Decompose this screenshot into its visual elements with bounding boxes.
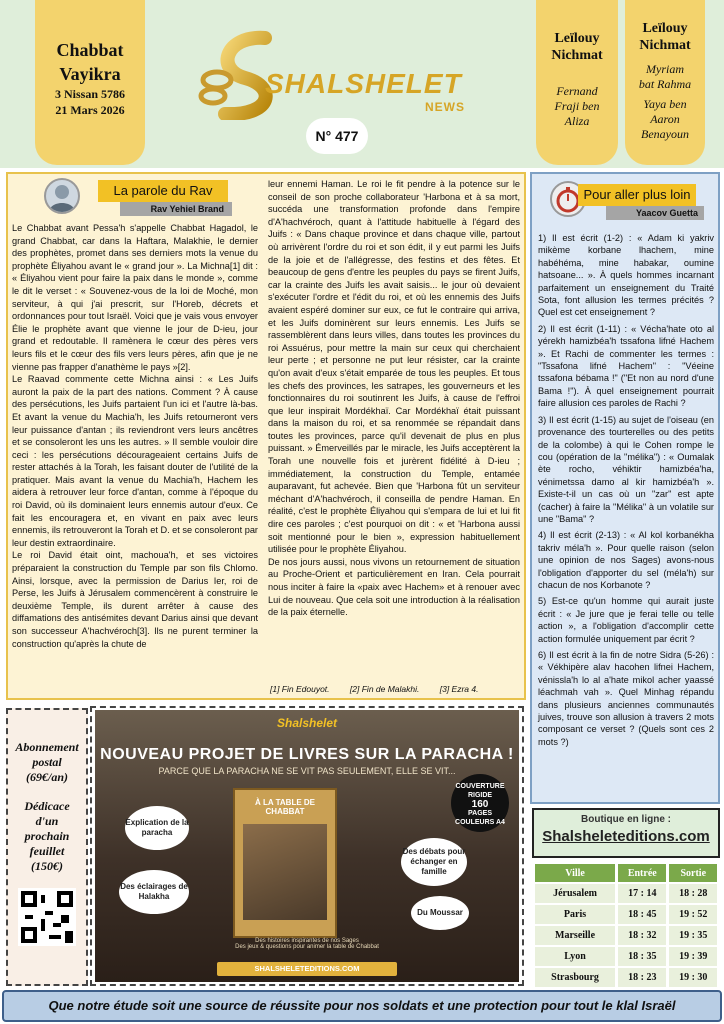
table-header-row [535,864,717,882]
dedication-text: Dédicace [24,799,70,813]
paragraph: Le Raavad commente cette Michna ainsi : « Les Juifs auront la paix de la part des nations. Comment ? À cause des persécutions, les Juifs partaient l'un ici et l'autre là-bas. Et avant la venue du Machia'h, les Juifs retourneront vers leur puissance d'antan ; ils reviendront vers leurs ancêtres et se consoleront les uns les autres. » Il semble vouloir dire ceci : les persécutions décourageaient certains Juifs de rester attachés à la Torah, les faisant douter de l'utilité de la pratiquer. Mais avant la venue du Machia'h, Hachem les aidera à retrouver leur force d'antan, comme à l'époque du roi David, où ils dominaient leurs ennemis autour d'eux. Ce fait les encouragera et, en vivant en paix avec leurs ennemis, ils retrouveront la Torah et D. et se consoleront par leur destin extraordinaire. [12,374,258,548]
name-line: Yaya ben [643,97,687,111]
paracha-section-title: Pour aller plus loin [578,184,696,206]
footer-banner: Que notre étude soit une source de réussite pour nos soldats et une protection pour tout le klal Israël [2,990,722,1022]
paragraph: leur ennemi Haman. Le roi le fit pendre à la potence sur le conseil de son proche collaborateur 'Harbona et à sa mort, succéda une transformation profonde dans l'empire d'A'hachvéroch, quant à l'attitude habituelle à l'égard des Juifs : « Dans chaque province et dans chaque ville, partout où arrivèrent l'ordre du roi et son édit, il y eut parmi les Juifs de la joie et de l'allégresse, des festins et des fêtes. Et beaucoup de gens d'entre les peuples du pays se firent Juifs, car la crainte des Juifs les avait saisis... le jour où devaient s'exécuter l'ordre et l'édit du roi, et où les ennemis des Juifs avaient espéré dominer sur eux, ce fut le contraire qui arriva, et les Juifs dominèrent sur leurs ennemis. Les Juifs se rassemblèrent dans leurs villes, dans toutes les provinces du roi Assuérus, pour mettre la main sur ceux qui cherchaient leur perte ; et personne ne put leur résister, car la crainte qu'on avait d'eux s'était emparée de tous les peuples. Et tous les chefs des provinces, les satrapes, les gouverneurs et les fonctionnaires du roi soutinrent les Juifs, à cause de l'effroi que leur inspirait Mordékhaï. Car Mordékhaï était puissant dans la maison du roi, et sa renommée se répandait dans toutes les provinces, parce qu'il devenait de plus en plus puissant. » Émerveillés par le miracle, les Juifs acceptèrent la Torah une nouvelle fois et jurèrent fidélité à D-ieu ; immédiatement, la construction du Temple, entamée auparavant, fut achevée. Bien que 'Harbona fût un serviteur méchant d'A'hachvéroch, il conseilla de pendre Haman. En réalité, c'est le prophète Éliyahou qui s'empara de lui et lui fit dire ces paroles ; c'est pourquoi on dit : « et 'Harbona aussi soit mentionné pour le bien », expression habituellement utilisée pour le prophète Éliyahou. [268,179,520,555]
question-item: 4) Il est écrit (2-13) : « Al kol korbanékha takriv méla'h ». Pour quelle raison (selon une opinion de nos Sages) avons-nous l'obligation d'apporter du sel (méla'h) sur chacun de nos Korbanote ? [538,530,714,590]
rav-avatar [44,178,80,214]
ad-foot-line: Des jeux & questions pour animer la table de Chabbat [235,944,379,950]
subscription-text: postal [32,755,62,769]
civil-date: 21 Mars 2026 [55,103,125,117]
question-item: 6) Il est écrit à la fin de notre Sidra (5-26) : « Vékhipère alav hacohen lifnei Hachem, vénissla'h lo al a'hate mikol acher yaassé léachmah vah ». Quel Minhag répandu dans plusieurs anciennes communautés juives, trouve son allusion à travers 2 mots composant ce verset ? (Quels sont ces 2 mots ?) [538,650,714,747]
rav-author: Rav Yehiel Brand [120,202,232,216]
paragraph: De nos jours aussi, nous vivons un retournement de situation au Proche-Orient et particulièrement en Iran. Cela pourrait nous inciter à faire la «paix avec Hachem» et à renouer avec Lui de nouveau. Que cela soit une introduction à la réalisation de la paix éternelle. [268,556,520,618]
paracha-author: Yaacov Guetta [606,206,704,220]
col-entree: Entrée [618,864,666,882]
name-line: Fernand [556,84,598,98]
dedication-text: prochain [24,829,70,843]
qr-code-icon[interactable] [18,888,76,946]
dedication-text: feuillet [29,844,65,858]
questions-list [538,232,714,752]
ad-foot-line: Des histoires inspirantes de nos Sages [255,938,359,944]
table-row [535,884,717,903]
name-line: bat Rahma [638,77,692,91]
rav-text-mid [268,178,520,619]
shabbat-times-table [532,862,720,989]
nichmat-title: Nichmat [551,48,603,63]
paragraph: Le roi David était oint, machoua'h, et ses victoires préparaient la construction du Temple par son fils Chlomo. Ainsi, lorsque, avec la permission de Darius Ier, roi de Perse, les Juifs à Jérusalem commencèrent à construire le deuxième Temple, ils durent arrêter à cause des diffamations des antisémites devant Darius ainsi que devant son successeur A'hachvéroch[3]. Ils ne purent terminer la construction qu'après la chute de [12,550,258,649]
ad-footer-text [95,938,519,950]
entry-cell: 18 : 45 [618,905,666,924]
logo-sub: NEWS [425,100,465,114]
bubble-debats: Des débats pour échanger en famille [401,838,467,886]
subscription-text: Abonnement [15,740,79,754]
name-line: Aaron [650,112,680,126]
paragraph: Le Chabbat avant Pessa'h s'appelle Chabbat Hagadol, le grand Chabbat, car dans la Haftara, Malakhie, le dernier des prophètes, promet dans ses derniers mots la venue du prophète Éliyahou avant le « grand jour ». La Michna[1] dit : « Éliyahou vient pour faire la paix dans le monde », comme le dit le verset : « Souvenez-vous de la loi de Moché, mon serviteur, à qui j'ai prescrit, sur l'Horeb, décrets et ordonnances pour tout Israël. Voici que je vais vous envoyer Élie le prophète avant que vienne le jour de D-ieu, jour grand et redoutable. Il ramènera le cœur des pères vers leurs fils et le cœur des fils vers leurs pères, afin que je ne vienne pas frapper d'anathème le pays »[2]. [12,223,258,372]
ad-logo: Shalshelet [276,716,338,730]
hebrew-date: 3 Nissan 5786 [54,87,125,101]
question-item: 3) Il est écrit (1-15) au sujet de l'oiseau (en provenance des tourterelles ou des petits de la colombe) à qui le Cohen rompe le cou (opération de la "mélika") : « Oumalak ète rocho, véhiktir hamizbéa'ha, vénimetssa damo al kir hamizbéa'h ». Existe-t-il un cas où un "zar" est apte (cacher) à faire la "Mélika" à un volatile sur une "Bama" ? [538,414,714,524]
cover-text: PAGES [468,810,492,817]
entry-cell: 18 : 35 [618,947,666,966]
table-row [535,947,717,966]
col-ville: Ville [535,864,615,882]
rav-section-title: La parole du Rav [98,180,228,202]
city-cell: Lyon [535,947,615,966]
cover-badge [451,774,509,832]
name-line: Benayoun [641,127,689,141]
exit-cell: 19 : 52 [669,905,717,924]
nichmat-title: Nichmat [639,38,691,53]
book-ad[interactable] [95,710,519,982]
dedication-text: d'un [35,814,59,828]
bubble-moussar: Du Moussar [411,896,469,930]
table-row [535,905,717,924]
shabbat-label: Chabbat [56,40,124,60]
dedication-price: (150€) [31,859,63,873]
bubble-explication: Explication de la paracha [125,806,189,850]
name-line: Fraji ben [554,99,600,113]
shop-box[interactable] [532,808,720,858]
entry-cell: 17 : 14 [618,884,666,903]
ad-url-link[interactable]: SHALSHELETEDITIONS.COM [217,962,397,976]
exit-cell: 19 : 30 [669,968,717,987]
table-row [535,968,717,987]
logo-text: SHALSHELET [265,68,462,99]
leilouy-title: Leïlouy [642,21,688,36]
table-row [535,926,717,945]
book-cover [233,788,337,938]
col-sortie: Sortie [669,864,717,882]
question-item: 1) Il est écrit (1-2) : « Adam ki yakriv mikème korbane lhachem, mine habéhéma, mine habakar, oumine hatsoane... ». À quels hommes incarnant parfaitement un enseignement du Traité Sota, font allusion les termes précités ? Quel est cet enseignement ? [538,233,714,318]
book-illustration [243,824,327,920]
exit-cell: 18 : 28 [669,884,717,903]
parasha-name: Vayikra [59,64,121,84]
question-item: 2) Il est écrit (1-11) : « Vécha'hate oto al yérekh hamizbéa'h tssafona lifné Hachem ». Et Rachi de commenter les termes : "Tssafona lifné Hachem" : "Véeine tssafona bébama !" ("Et non au nord d'une Bama !"). À quel enseignement pourrait faire allusion ces paroles de Rachi ? [538,323,714,409]
issue-number: N° 477 [306,118,368,154]
ad-subtitle: PARCE QUE LA PARACHA NE SE VIT PAS SEULEMENT, ELLE SE VIT... [158,766,456,776]
leilouy-tab-1 [536,0,618,165]
cover-text: COUVERTURE [455,783,505,790]
footnote: [3] Ezra 4. [439,684,479,694]
book-title: À LA TABLE DE CHABBAT [255,798,315,816]
leilouy-tab-2 [625,0,705,165]
entry-cell: 18 : 32 [618,926,666,945]
footnote: [2] Fin de Malakhi. [349,684,420,694]
ad-title: NOUVEAU PROJET DE LIVRES SUR LA PARACHA ! [100,746,514,763]
cover-text: COULEURS A4 [455,819,505,826]
shop-link[interactable]: Shalsheleteditions.com [542,828,710,845]
exit-cell: 19 : 35 [669,926,717,945]
entry-cell: 18 : 23 [618,968,666,987]
name-line: Aliza [564,114,590,128]
bubble-halakha: Des éclairages de Halakha [119,870,189,914]
footnote: [1] Fin Edouyot. [270,684,330,694]
rav-text-left [12,222,258,650]
name-line: Myriam [646,62,684,76]
cover-pages: 160 [471,799,489,810]
footnotes [270,684,520,694]
city-cell: Strasbourg [535,968,615,987]
person-icon [46,180,78,212]
city-cell: Paris [535,905,615,924]
shabbat-info-tab [35,0,145,165]
city-cell: Jérusalem [535,884,615,903]
subscription-price: (69€/an) [26,770,68,784]
leilouy-title: Leïlouy [554,31,600,46]
subscription-box[interactable] [6,708,88,986]
exit-cell: 19 : 39 [669,947,717,966]
city-cell: Marseille [535,926,615,945]
cover-text: RIGIDE [467,792,493,799]
question-item: 5) Est-ce qu'un homme qui aurait juste écrit : « Je jure que je ferai telle ou telle action », a l'obligation d'accomplir cette action formulée uniquement par écrit ? [538,596,714,644]
shop-label: Boutique en ligne : [581,814,671,825]
shalshelet-logo [195,30,495,120]
